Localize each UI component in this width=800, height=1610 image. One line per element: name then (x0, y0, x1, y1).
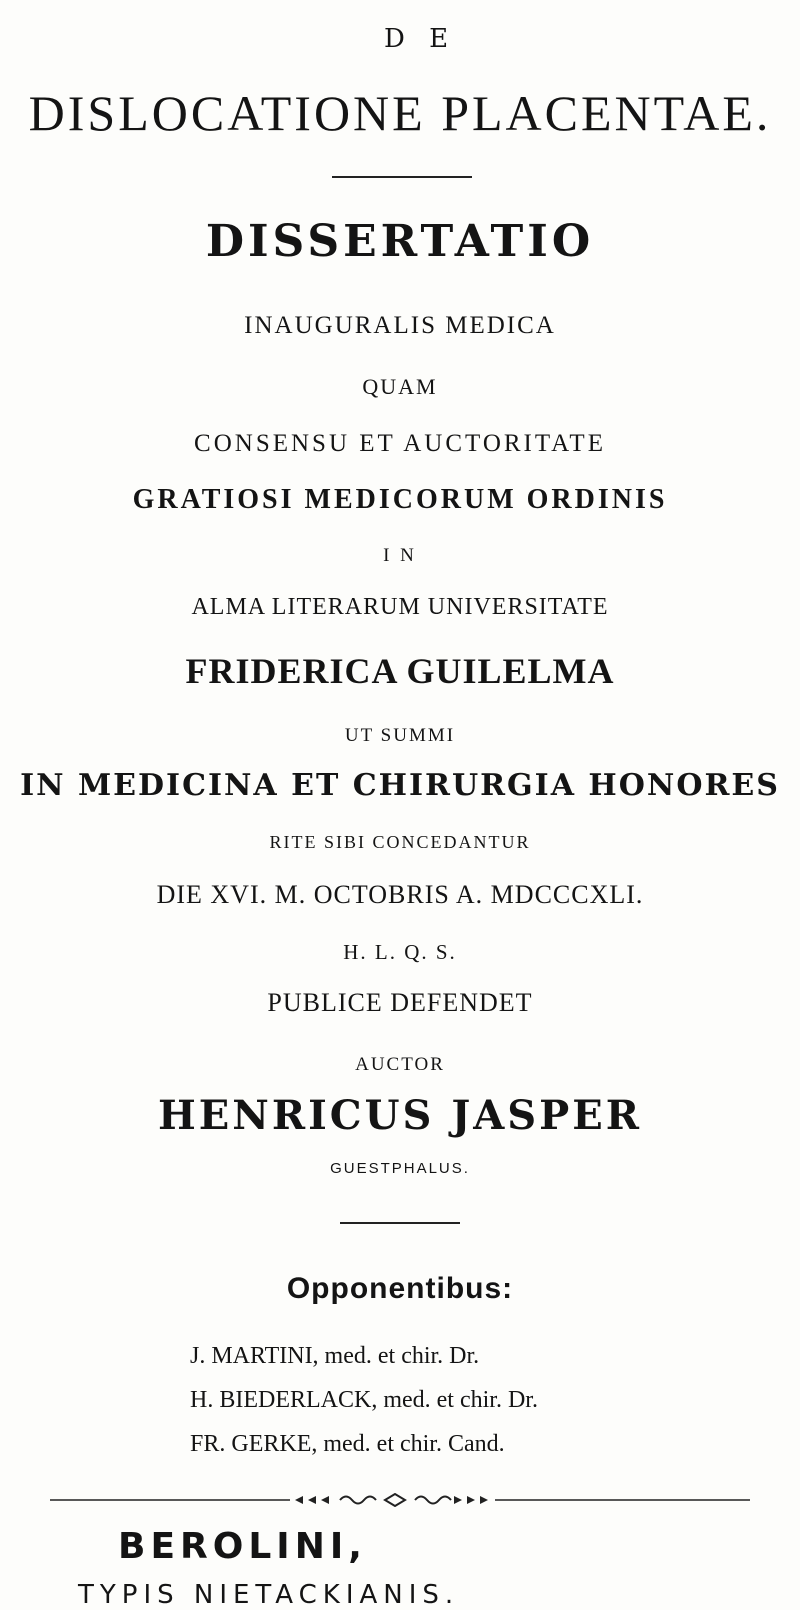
imprint-city: BEROLINI, (118, 1526, 367, 1567)
opponents-heading: Opponentibus: (286, 1272, 514, 1305)
author-name: HENRICUS JASPER (158, 1092, 642, 1139)
ut-summi-line: UT SUMMI (344, 725, 456, 746)
university-name: FRIDERICA GUILELMA (185, 651, 615, 691)
ornament-icon (50, 1493, 750, 1507)
rite-line: RITE SIBI CONCEDANTUR (269, 832, 531, 852)
divider-rule (340, 1222, 460, 1224)
in-line: I N (383, 545, 417, 566)
subtitle: INAUGURALIS MEDICA (244, 312, 556, 339)
opponents-list (190, 1334, 538, 1466)
consensu-line: CONSENSU ET AUCTORITATE (194, 430, 606, 457)
genre-heading: DISSERTATIO (205, 216, 595, 267)
main-title: DISLOCATIONE PLACENTAE. (28, 85, 772, 141)
quam-line: QUAM (362, 374, 438, 399)
defendet-line: PUBLICE DEFENDET (267, 988, 533, 1017)
date-line: DIE XVI. M. OCTOBRIS A. MDCCCXLI. (156, 880, 644, 909)
opponent-entry: J. MARTINI, med. et chir. Dr. (190, 1343, 480, 1369)
imprint-press: TYPIS NIETACKIANIS. (78, 1580, 460, 1610)
universitas-line: ALMA LITERARUM UNIVERSITATE (191, 594, 609, 620)
title-preposition: D E (383, 24, 457, 54)
opponent-entry: H. BIEDERLACK, med. et chir. Dr. (190, 1387, 538, 1413)
honores-line: IN MEDICINA ET CHIRURGIA HONORES (20, 768, 780, 803)
divider-rule (332, 176, 472, 178)
ordinis-line: GRATIOSI MEDICORUM ORDINIS (132, 484, 668, 515)
opponent-entry: FR. GERKE, med. et chir. Cand. (190, 1431, 505, 1457)
ornament-divider (50, 1493, 750, 1507)
author-origin: GUESTPHALUS. (330, 1160, 470, 1177)
hlqs-line: H. L. Q. S. (343, 940, 457, 964)
auctor-label: AUCTOR (355, 1054, 445, 1075)
